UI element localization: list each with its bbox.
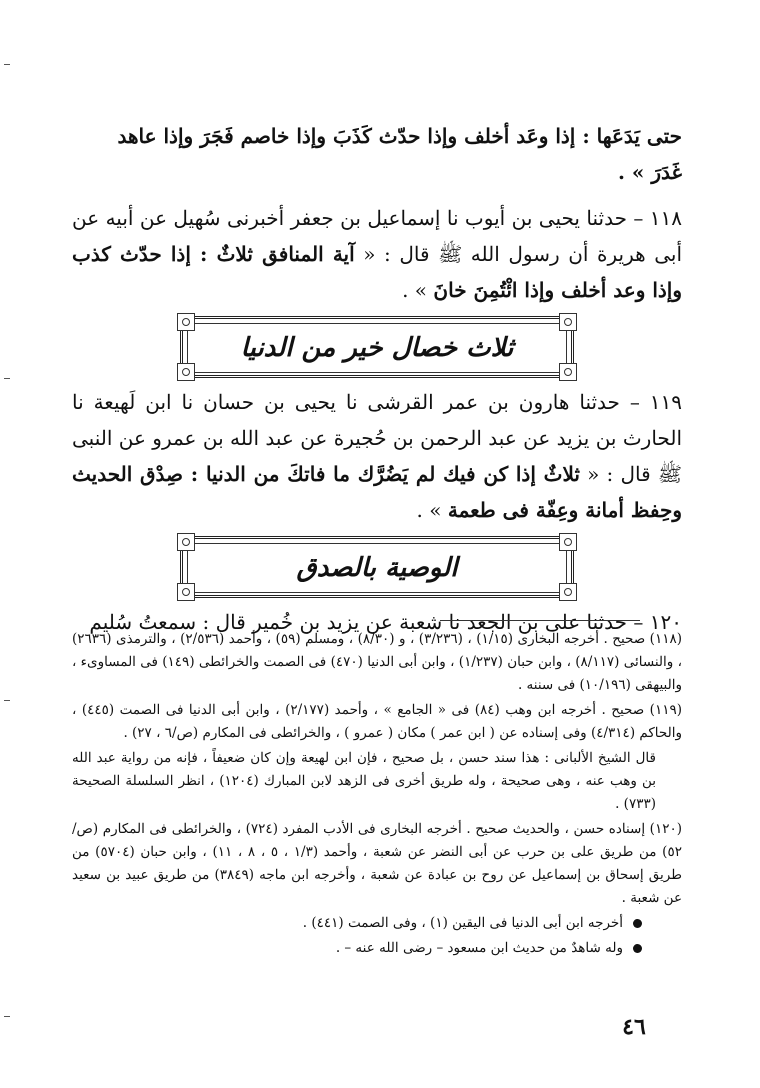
footnote-119: (١١٩) صحيح . أخرجه ابن وهب (٨٤) فى « الجامع » ، وأحمد (٢/١٧٧) ، وابن أبى الدنيا فى الصمت (٤٤٥) ، والحاكم (٤/٣١٤) وفى إسناده عن ( ابن عمر ) مكان ( عمرو ) ، والخرائطى فى المكارم (ص/٦ ، ٢٧) . xyxy=(72,702,682,741)
footnotes xyxy=(72,628,682,962)
text-line: غَدَرَ » . xyxy=(617,160,682,184)
bullet-text: وله شاهدٌ من حديث ابن مسعود – رضى الله عنه – . xyxy=(335,940,623,956)
ornamental-frame xyxy=(180,536,574,598)
scan-edge-mark xyxy=(4,378,10,379)
bullet-text: أخرجه ابن أبى الدنيا فى اليقين (١) ، وفى الصمت (٤٤١) . xyxy=(302,915,623,931)
chapter-heading-frame xyxy=(72,316,682,378)
frame-corner-ornament xyxy=(559,533,577,551)
scan-edge-mark xyxy=(4,1016,10,1017)
hadith-120: ١٢٠ – حدثنا على بن الجعد نا شعبة عن يزيد بن خُمير قال : سمعتُ سُليم xyxy=(89,610,682,634)
frame-corner-ornament xyxy=(177,313,195,331)
footnote-bullet xyxy=(72,912,682,935)
bullet-icon xyxy=(633,944,642,953)
hadith-118 xyxy=(72,200,682,308)
footnote-118: (١١٨) صحيح . أخرجه البخارى (١/١٥) ، (٣/٢٣٦) ، و (٨/٣٠) ، ومسلم (٥٩) ، وأحمد (٢/٥٣٦) ، والترمذى (٢٦٣٦) ، والنسائى (٨/١١٧) ، وابن حبان (١/٢٣٧) ، وابن أبى الدنيا (٤٧٠) فى الصمت والخرائطى (١٤٩) فى المساوىء ، والبيهقى (١٠/١٩٦) فى سننه . xyxy=(72,631,682,693)
chapter-heading: الوصية بالصدق xyxy=(187,543,567,593)
frame-corner-ornament xyxy=(559,313,577,331)
hadith-119 xyxy=(72,384,682,528)
footnote-119-comment xyxy=(72,747,682,816)
hadith-chain: ١١٨ – حدثنا يحيى بن أيوب نا إسماعيل بن جعفر أخبرنى سُهيل عن أبيه عن أبى هريرة أن رسول الله ﷺ قال : « xyxy=(72,206,683,266)
main-text xyxy=(72,118,682,640)
bullet-icon xyxy=(633,919,642,928)
frame-corner-ornament xyxy=(177,583,195,601)
paragraph-continuation xyxy=(72,118,682,190)
frame-corner-ornament xyxy=(559,583,577,601)
hadith-text: آية المنافق ثلاثٌ : إذا حدّث كذب وإذا وعد أخلف وإذا ائْتُمِنَ خانَ xyxy=(72,242,682,302)
scan-edge-mark xyxy=(4,700,10,701)
ornamental-frame xyxy=(180,316,574,378)
chapter-heading: ثلاث خصال خير من الدنيا xyxy=(187,323,567,373)
frame-corner-ornament xyxy=(559,363,577,381)
scan-edge-mark xyxy=(4,64,10,65)
text-line: حتى يَدَعَها : إذا وعَد أخلف وإذا حدّث كَذَبَ وإذا خاصم فَجَرَ وإذا عاهد xyxy=(117,124,682,148)
footnote-bullet xyxy=(72,937,682,960)
page-number: ٤٦ xyxy=(622,1014,646,1040)
hadith-text: ثلاثٌ إذا كن فيك لم يَضُرَّك ما فاتكَ من الدنيا : صِدْق الحديث وحِفظ أمانة وعِفّة فى طعمة xyxy=(72,462,682,522)
footnote-120: (١٢٠) إسناده حسن ، والحديث صحيح . أخرجه البخارى فى الأدب المفرد (٧٢٤) ، والخرائطى فى المكارم (ص/٥٢) من طريق على بن حرب عن أبى النضر عن شعبة ، وأحمد (١/٣ ، ٥ ، ٨ ، ١١) ، وابن حبان (٥٧٠٤) من طريق إسحاق بن إسماعيل عن روح بن عبادة عن شعبة ، وأخرجه ابن ماجه (٣٨٤٩) من طريق عبيد بن سعيد عن شعبة . xyxy=(72,821,682,906)
hadith-close: » . xyxy=(402,278,428,302)
footnote-comment-text: قال الشيخ الألبانى : هذا سند حسن ، بل صحيح ، فإن ابن لهيعة وإن كان ضعيفاً ، فإنه من رواية عبد الله بن وهب عنه ، وهى صحيحة ، وله طريق أخرى فى الزهد لابن المبارك (١٢٠٤) ، انظر السلسلة الصحيحة (٧٣٣) . xyxy=(72,750,656,812)
hadith-close: » . xyxy=(416,498,442,522)
frame-corner-ornament xyxy=(177,533,195,551)
chapter-heading-frame xyxy=(72,536,682,598)
hadith-chain: ١١٩ – حدثنا هارون بن عمر القرشى نا يحيى بن حسان نا ابن لَهيعة نا الحارث بن يزيد عن عبد الرحمن بن حُجيرة عن عبد الله بن عمرو عن النبى ﷺ قال : « xyxy=(72,390,682,486)
frame-corner-ornament xyxy=(177,363,195,381)
footnote-separator xyxy=(440,620,640,621)
